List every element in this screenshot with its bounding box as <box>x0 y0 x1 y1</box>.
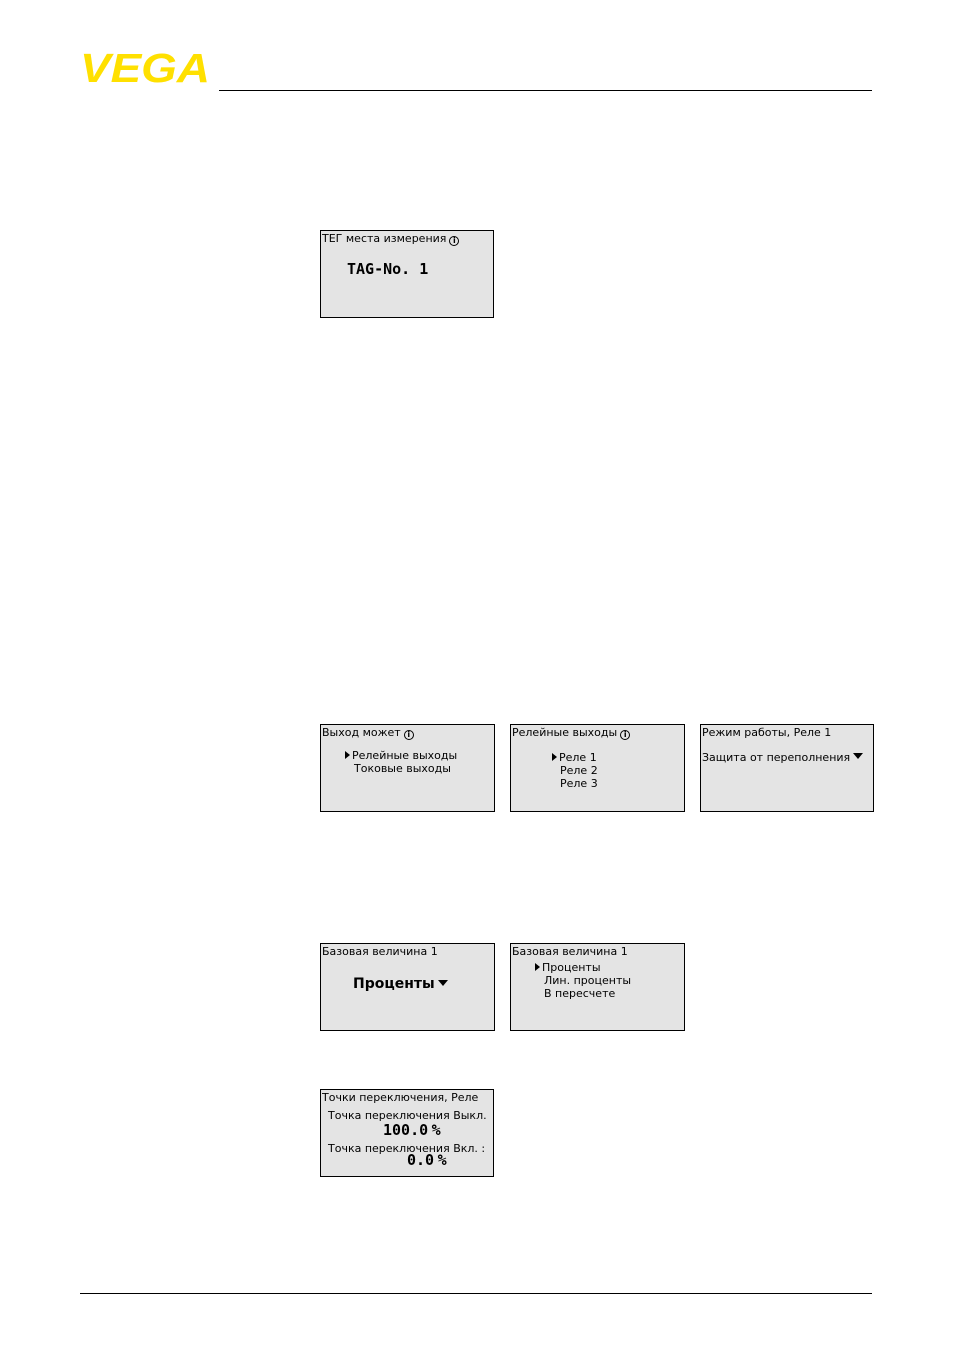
switch-off-value[interactable]: 100.0 % <box>383 1121 441 1139</box>
menu-item-current-outputs[interactable]: Токовые выходы <box>354 762 451 775</box>
info-icon: i <box>449 236 459 246</box>
lcd-title: Точки переключения, Реле <box>322 1091 479 1104</box>
lcd-switching-points-screen <box>320 1089 494 1177</box>
lcd-base-value-list-screen <box>510 943 685 1031</box>
menu-item-relay-outputs[interactable]: Релейные выходы <box>345 749 457 762</box>
switch-off-label: Точка переключения Выкл. <box>328 1109 487 1122</box>
dropdown-arrow-icon <box>438 980 448 986</box>
menu-item-scaled[interactable]: В пересчете <box>544 987 616 1000</box>
header-rule <box>219 90 872 91</box>
svg-text:VEGA: VEGA <box>80 50 210 86</box>
vega-logo <box>80 50 212 86</box>
lcd-tag-screen <box>320 230 494 318</box>
mode-select[interactable]: Защита от переполнения <box>702 751 863 764</box>
menu-item-relay-1[interactable]: Реле 1 <box>552 751 597 764</box>
lcd-title: Базовая величина 1 <box>322 945 438 958</box>
selection-arrow-icon <box>552 753 557 761</box>
menu-item-lin-percent[interactable]: Лин. проценты <box>544 974 632 987</box>
lcd-mode-screen <box>700 724 874 812</box>
lcd-relays-screen <box>510 724 685 812</box>
lcd-title: Базовая величина 1 <box>512 945 628 958</box>
selection-arrow-icon <box>535 963 540 971</box>
menu-item-relay-2[interactable]: Реле 2 <box>560 764 598 777</box>
lcd-title: Релейные выходы i <box>512 726 630 740</box>
dropdown-arrow-icon <box>853 753 863 759</box>
info-icon: i <box>620 730 630 740</box>
lcd-title: Выход может i <box>322 726 414 740</box>
lcd-base-value-screen <box>320 943 495 1031</box>
menu-item-percent[interactable]: Проценты <box>535 961 601 974</box>
switch-on-value[interactable]: 0.0 % <box>407 1151 447 1169</box>
base-value-select[interactable]: Проценты <box>353 978 448 991</box>
info-icon: i <box>404 730 414 740</box>
footer-rule <box>80 1293 872 1294</box>
lcd-title: ТЕГ места измерения i <box>322 232 459 246</box>
lcd-output-screen <box>320 724 495 812</box>
lcd-title: Режим работы, Реле 1 <box>702 726 832 739</box>
selection-arrow-icon <box>345 751 350 759</box>
switch-on-label: Точка переключения Вкл. : <box>328 1142 486 1155</box>
menu-item-relay-3[interactable]: Реле 3 <box>560 777 598 790</box>
tag-value: TAG-No. 1 <box>347 260 429 278</box>
